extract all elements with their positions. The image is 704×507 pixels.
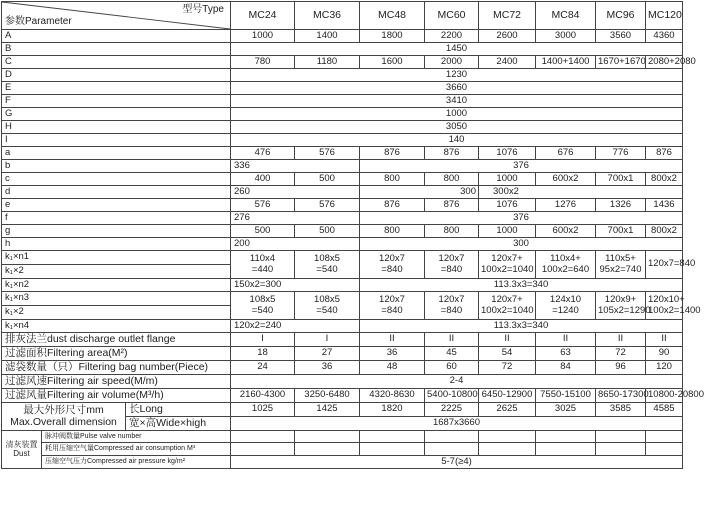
cell: 800 xyxy=(360,173,425,186)
cell: 2160-4300 xyxy=(231,389,295,403)
row-label: k₁×n2 xyxy=(2,279,231,292)
cell: 24 xyxy=(231,361,295,375)
cell: 120x7+ 100x2=1040 xyxy=(479,292,536,320)
table-row xyxy=(2,199,683,212)
cell xyxy=(479,443,536,456)
cell: 120x7 =840 xyxy=(425,292,479,320)
cell xyxy=(646,431,683,443)
row-label: G xyxy=(2,108,231,121)
row-label: I xyxy=(2,134,231,147)
model-header: MC120 xyxy=(646,2,683,30)
cell: 150x2=300 xyxy=(231,279,360,292)
model-header: MC36 xyxy=(295,2,360,30)
cell xyxy=(646,443,683,456)
table-row xyxy=(2,279,683,292)
table-row xyxy=(2,251,683,265)
spec-table xyxy=(1,1,704,469)
model-header: MC96 xyxy=(596,2,646,30)
cell: 6450-12900 xyxy=(479,389,536,403)
cell: 2-4 xyxy=(231,375,683,389)
model-header: MC48 xyxy=(360,2,425,30)
cell: 1600 xyxy=(360,56,425,69)
cell: 1400+1400 xyxy=(536,56,596,69)
cell xyxy=(295,431,360,443)
row-label: A xyxy=(2,30,231,43)
table-row xyxy=(2,121,683,134)
cell: 876 xyxy=(646,147,683,160)
table-row xyxy=(2,320,683,333)
cell: 1670+1670 xyxy=(596,56,646,69)
cell: 45 xyxy=(425,347,479,361)
cell: 260 xyxy=(231,186,360,199)
cell: 120x7+ 100x2=1040 xyxy=(479,251,536,279)
row-label: 过滤风速Filtering air speed(M/m) xyxy=(2,375,231,389)
cell xyxy=(231,431,295,443)
cell: 3000 xyxy=(536,30,596,43)
cell: 54 xyxy=(479,347,536,361)
cell xyxy=(360,431,425,443)
cell: 3250-6480 xyxy=(295,389,360,403)
cell: 2080+2080 xyxy=(646,56,683,69)
cell: 2200 xyxy=(425,30,479,43)
cell: 300 xyxy=(360,186,479,199)
cell: 72 xyxy=(479,361,536,375)
table-row xyxy=(2,186,683,199)
cell: 124x10 =1240 xyxy=(536,292,596,320)
cell: 2600 xyxy=(479,30,536,43)
row-label: k₁×n3 xyxy=(2,292,231,306)
row-label: 清灰装置 Dust xyxy=(2,431,42,469)
cell: II xyxy=(425,333,479,347)
sub-label: 脉冲阀数量Pulse valve number xyxy=(42,431,231,443)
table-row xyxy=(2,292,683,306)
row-label: 过滤面积Filtering area(M²) xyxy=(2,347,231,361)
row-label: e xyxy=(2,199,231,212)
cell: 18 xyxy=(231,347,295,361)
cell: II xyxy=(596,333,646,347)
row-label: f xyxy=(2,212,231,225)
cell: 576 xyxy=(295,147,360,160)
parameter-label: 参数Parameter xyxy=(5,16,72,27)
model-header: MC84 xyxy=(536,2,596,30)
cell: 800 xyxy=(425,173,479,186)
cell xyxy=(425,431,479,443)
cell: 2625 xyxy=(479,403,536,417)
cell: 1000 xyxy=(231,30,295,43)
cell: 84 xyxy=(536,361,596,375)
cell: 63 xyxy=(536,347,596,361)
model-header: MC72 xyxy=(479,2,536,30)
cell: 1000 xyxy=(231,108,683,121)
cell: 300x2 xyxy=(479,186,683,199)
cell: 876 xyxy=(425,147,479,160)
cell: 576 xyxy=(231,199,295,212)
sub-label: 宽×高Wide×high xyxy=(126,417,231,431)
cell: 120x2=240 xyxy=(231,320,360,333)
cell: 72 xyxy=(596,347,646,361)
cell: 700x1 xyxy=(596,173,646,186)
cell: 1025 xyxy=(231,403,295,417)
table-row xyxy=(2,403,683,417)
model-header: MC60 xyxy=(425,2,479,30)
cell: 376 xyxy=(360,160,683,173)
cell: 876 xyxy=(360,199,425,212)
cell: 500 xyxy=(231,225,295,238)
model-header: MC24 xyxy=(231,2,295,30)
cell: 2225 xyxy=(425,403,479,417)
table-row xyxy=(2,147,683,160)
cell: 120x10+ 100x2=1400 xyxy=(646,292,683,320)
table-row xyxy=(2,361,683,375)
row-label: k₁×n1 xyxy=(2,251,231,265)
cell: 27 xyxy=(295,347,360,361)
cell: 108x5 =540 xyxy=(295,292,360,320)
table-row xyxy=(2,238,683,251)
cell xyxy=(479,431,536,443)
sub-label: 耗用压缩空气量Compressed air consumption M³ xyxy=(42,443,231,456)
cell: I xyxy=(295,333,360,347)
row-label: D xyxy=(2,69,231,82)
table-row xyxy=(2,225,683,238)
cell xyxy=(425,443,479,456)
row-label: c xyxy=(2,173,231,186)
cell: 876 xyxy=(425,199,479,212)
cell: 5-7(≥4) xyxy=(231,456,683,469)
cell: 1276 xyxy=(536,199,596,212)
cell: 110x4 =440 xyxy=(231,251,295,279)
header-row xyxy=(2,2,683,30)
row-label: F xyxy=(2,95,231,108)
cell: 3585 xyxy=(596,403,646,417)
row-label: 最大外形尺寸mm Max.Overall dimension xyxy=(2,403,126,431)
cell: 113.3x3=340 xyxy=(360,320,683,333)
cell: II xyxy=(646,333,683,347)
cell: 110x5+ 95x2=740 xyxy=(596,251,646,279)
cell: 36 xyxy=(295,361,360,375)
cell: 800 xyxy=(425,225,479,238)
table-row xyxy=(2,160,683,173)
cell: 96 xyxy=(596,361,646,375)
row-label: g xyxy=(2,225,231,238)
cell: 1076 xyxy=(479,147,536,160)
cell: 7550-15100 xyxy=(536,389,596,403)
cell: 90 xyxy=(646,347,683,361)
cell: 4360 xyxy=(646,30,683,43)
cell: 2400 xyxy=(479,56,536,69)
cell: 276 xyxy=(231,212,360,225)
cell: 3050 xyxy=(231,121,683,134)
cell: 800x2 xyxy=(646,225,683,238)
cell: 336 xyxy=(231,160,360,173)
cell: I xyxy=(231,333,295,347)
row-label: h xyxy=(2,238,231,251)
cell: 500 xyxy=(295,225,360,238)
cell: 120x7 =840 xyxy=(360,292,425,320)
row-label: k₁×2 xyxy=(2,306,231,320)
cell: 3025 xyxy=(536,403,596,417)
table-row xyxy=(2,443,683,456)
cell: 1687x3660 xyxy=(231,417,683,431)
cell: 1230 xyxy=(231,69,683,82)
table-row xyxy=(2,30,683,43)
cell: 800x2 xyxy=(646,173,683,186)
cell: 120x9+ 105x2=1290 xyxy=(596,292,646,320)
cell: 1400 xyxy=(295,30,360,43)
cell: 10800-20800 xyxy=(646,389,683,403)
cell xyxy=(596,431,646,443)
row-label: d xyxy=(2,186,231,199)
header-diagonal-cell xyxy=(2,2,231,30)
row-label: b xyxy=(2,160,231,173)
table-row xyxy=(2,431,683,443)
table-row xyxy=(2,173,683,186)
cell: 2000 xyxy=(425,56,479,69)
cell: 1076 xyxy=(479,199,536,212)
row-label: B xyxy=(2,43,231,56)
cell: 500 xyxy=(295,173,360,186)
type-label: 型号Type xyxy=(182,4,224,15)
table-row xyxy=(2,108,683,121)
row-label: a xyxy=(2,147,231,160)
table-row xyxy=(2,375,683,389)
cell: 1000 xyxy=(479,225,536,238)
cell: 876 xyxy=(360,147,425,160)
table-row xyxy=(2,134,683,147)
table-row xyxy=(2,43,683,56)
sub-label: 长Long xyxy=(126,403,231,417)
cell: 120x7=840 xyxy=(646,251,683,279)
cell: 476 xyxy=(231,147,295,160)
cell: 3660 xyxy=(231,82,683,95)
cell: 1180 xyxy=(295,56,360,69)
cell: 113.3x3=340 xyxy=(360,279,683,292)
cell: 376 xyxy=(360,212,683,225)
table-row xyxy=(2,347,683,361)
cell: 60 xyxy=(425,361,479,375)
cell: 600x2 xyxy=(536,173,596,186)
cell: II xyxy=(536,333,596,347)
cell: 1450 xyxy=(231,43,683,56)
cell: 120x7 =840 xyxy=(425,251,479,279)
cell: II xyxy=(360,333,425,347)
table-row xyxy=(2,56,683,69)
table-row xyxy=(2,389,683,403)
cell: 1326 xyxy=(596,199,646,212)
cell: II xyxy=(479,333,536,347)
table-row xyxy=(2,212,683,225)
cell xyxy=(360,443,425,456)
cell xyxy=(295,443,360,456)
table-row xyxy=(2,333,683,347)
table-row xyxy=(2,82,683,95)
cell: 48 xyxy=(360,361,425,375)
cell: 36 xyxy=(360,347,425,361)
table-row xyxy=(2,69,683,82)
cell: 1820 xyxy=(360,403,425,417)
cell: 108x5 =540 xyxy=(295,251,360,279)
cell: 700x1 xyxy=(596,225,646,238)
cell xyxy=(536,431,596,443)
cell: 1436 xyxy=(646,199,683,212)
row-label: 排灰法兰dust discharge outlet flange xyxy=(2,333,231,347)
cell: 800 xyxy=(360,225,425,238)
cell: 600x2 xyxy=(536,225,596,238)
cell: 300 xyxy=(360,238,683,251)
cell: 676 xyxy=(536,147,596,160)
row-label: C xyxy=(2,56,231,69)
cell: 108x5 =540 xyxy=(231,292,295,320)
cell: 4320-8630 xyxy=(360,389,425,403)
cell: 140 xyxy=(231,134,683,147)
cell: 8650-17300 xyxy=(596,389,646,403)
row-label: k₁×2 xyxy=(2,265,231,279)
cell: 776 xyxy=(596,147,646,160)
cell: 3560 xyxy=(596,30,646,43)
table-row xyxy=(2,95,683,108)
row-label: 过滤风量Filtering air volume(M³/h) xyxy=(2,389,231,403)
cell: 120x7 =840 xyxy=(360,251,425,279)
row-label: E xyxy=(2,82,231,95)
cell: 1800 xyxy=(360,30,425,43)
cell: 200 xyxy=(231,238,360,251)
cell: 780 xyxy=(231,56,295,69)
cell: 3410 xyxy=(231,95,683,108)
cell: 576 xyxy=(295,199,360,212)
cell xyxy=(596,443,646,456)
cell: 120 xyxy=(646,361,683,375)
row-label: k₁×n4 xyxy=(2,320,231,333)
cell: 4585 xyxy=(646,403,683,417)
cell: 5400-10800 xyxy=(425,389,479,403)
cell xyxy=(536,443,596,456)
cell: 400 xyxy=(231,173,295,186)
cell xyxy=(231,443,295,456)
cell: 1000 xyxy=(479,173,536,186)
table-row xyxy=(2,456,683,469)
cell: 110x4+ 100x2=640 xyxy=(536,251,596,279)
row-label: H xyxy=(2,121,231,134)
row-label: 滤袋数量（只）Filtering bag number(Piece) xyxy=(2,361,231,375)
sub-label: 压缩空气压力Compressed air pressure kg/m² xyxy=(42,456,231,469)
cell: 1425 xyxy=(295,403,360,417)
